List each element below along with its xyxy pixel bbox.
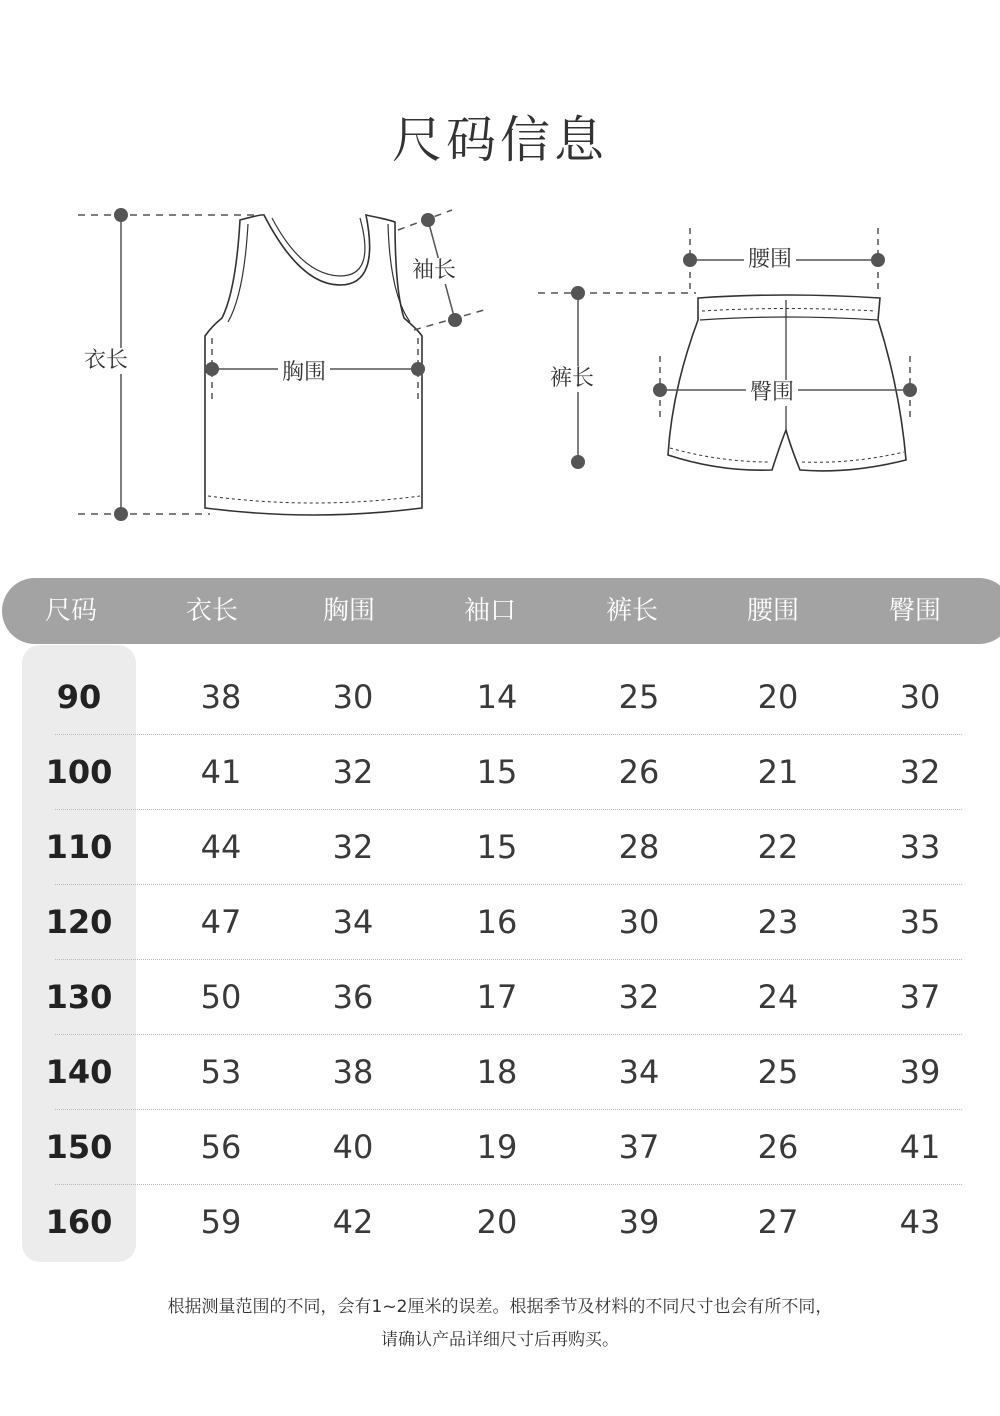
pants-length-label: 裤长 — [546, 366, 598, 392]
disclaimer-line-2: 请确认产品详细尺寸后再购买。 — [381, 1330, 619, 1350]
cuff-cell: 19 — [476, 1128, 518, 1166]
hip-cell: 30 — [899, 678, 941, 716]
garment-illustration — [0, 190, 1000, 540]
table-row — [0, 1185, 1000, 1260]
size-cell: 110 — [45, 828, 113, 866]
top-length-cell: 56 — [200, 1128, 242, 1166]
top-length-cell: 59 — [200, 1203, 242, 1241]
size-cell: 140 — [45, 1053, 113, 1091]
waist-cell: 25 — [757, 1053, 799, 1091]
chest-cell: 36 — [332, 978, 374, 1016]
cuff-cell: 14 — [476, 678, 518, 716]
table-row — [0, 1035, 1000, 1110]
hip-cell: 33 — [899, 828, 941, 866]
cuff-cell: 20 — [476, 1203, 518, 1241]
top-length-cell: 44 — [200, 828, 242, 866]
waist-cell: 22 — [757, 828, 799, 866]
header-top-length: 衣长 — [185, 596, 238, 626]
cuff-cell: 15 — [476, 753, 518, 791]
size-diagram — [0, 190, 1000, 540]
pants-length-cell: 37 — [618, 1128, 660, 1166]
pants-length-cell: 32 — [618, 978, 660, 1016]
chest-cell: 32 — [332, 753, 374, 791]
page-title: 尺码信息 — [392, 111, 608, 169]
header-size: 尺码 — [44, 596, 97, 626]
cuff-cell: 16 — [476, 903, 518, 941]
table-row — [0, 885, 1000, 960]
table-row — [0, 810, 1000, 885]
hip-cell: 37 — [899, 978, 941, 1016]
pants-length-cell: 34 — [618, 1053, 660, 1091]
hip-cell: 41 — [899, 1128, 941, 1166]
hip-cell: 43 — [899, 1203, 941, 1241]
chest-cell: 38 — [332, 1053, 374, 1091]
hip-cell: 35 — [899, 903, 941, 941]
chest-cell: 42 — [332, 1203, 374, 1241]
top-length-cell: 53 — [200, 1053, 242, 1091]
size-cell: 90 — [56, 678, 102, 716]
header-pants-length: 裤长 — [605, 596, 658, 626]
chest-cell: 40 — [332, 1128, 374, 1166]
pants-length-cell: 30 — [618, 903, 660, 941]
table-row — [0, 660, 1000, 735]
hip-cell: 32 — [899, 753, 941, 791]
disclaimer-line-1: 根据测量范围的不同，会有1~2厘米的误差。根据季节及材料的不同尺寸也会有所不同， — [167, 1297, 833, 1317]
header-waist: 腰围 — [746, 596, 799, 626]
waist-cell: 27 — [757, 1203, 799, 1241]
pants-length-cell: 26 — [618, 753, 660, 791]
cuff-cell: 15 — [476, 828, 518, 866]
chest-label: 胸围 — [278, 360, 330, 386]
pants-length-cell: 28 — [618, 828, 660, 866]
chest-cell: 34 — [332, 903, 374, 941]
tank-top-neck — [264, 215, 370, 285]
size-cell: 130 — [45, 978, 113, 1016]
top-length-cell: 38 — [200, 678, 242, 716]
table-header — [2, 578, 1000, 644]
pants-length-cell: 25 — [618, 678, 660, 716]
table-row — [0, 1110, 1000, 1185]
waist-cell: 23 — [757, 903, 799, 941]
pants-length-cell: 39 — [618, 1203, 660, 1241]
top-length-label: 衣长 — [80, 348, 132, 374]
waist-label: 腰围 — [744, 247, 796, 273]
cuff-cell: 17 — [476, 978, 518, 1016]
cuff-cell: 18 — [476, 1053, 518, 1091]
size-cell: 100 — [45, 753, 113, 791]
top-length-cell: 50 — [200, 978, 242, 1016]
header-cuff: 袖口 — [463, 596, 516, 626]
waist-cell: 24 — [757, 978, 799, 1016]
sleeve-length-label: 袖长 — [408, 258, 460, 284]
waist-cell: 26 — [757, 1128, 799, 1166]
chest-cell: 32 — [332, 828, 374, 866]
hip-label: 臀围 — [746, 380, 798, 406]
top-length-cell: 47 — [200, 903, 242, 941]
waist-cell: 21 — [757, 753, 799, 791]
header-hip: 臀围 — [888, 596, 941, 626]
header-chest: 胸围 — [322, 596, 375, 626]
chest-cell: 30 — [332, 678, 374, 716]
hip-cell: 39 — [899, 1053, 941, 1091]
top-length-cell: 41 — [200, 753, 242, 791]
size-cell: 160 — [45, 1203, 113, 1241]
table-row — [0, 735, 1000, 810]
size-cell: 150 — [45, 1128, 113, 1166]
waist-cell: 20 — [757, 678, 799, 716]
table-row — [0, 960, 1000, 1035]
size-cell: 120 — [45, 903, 113, 941]
